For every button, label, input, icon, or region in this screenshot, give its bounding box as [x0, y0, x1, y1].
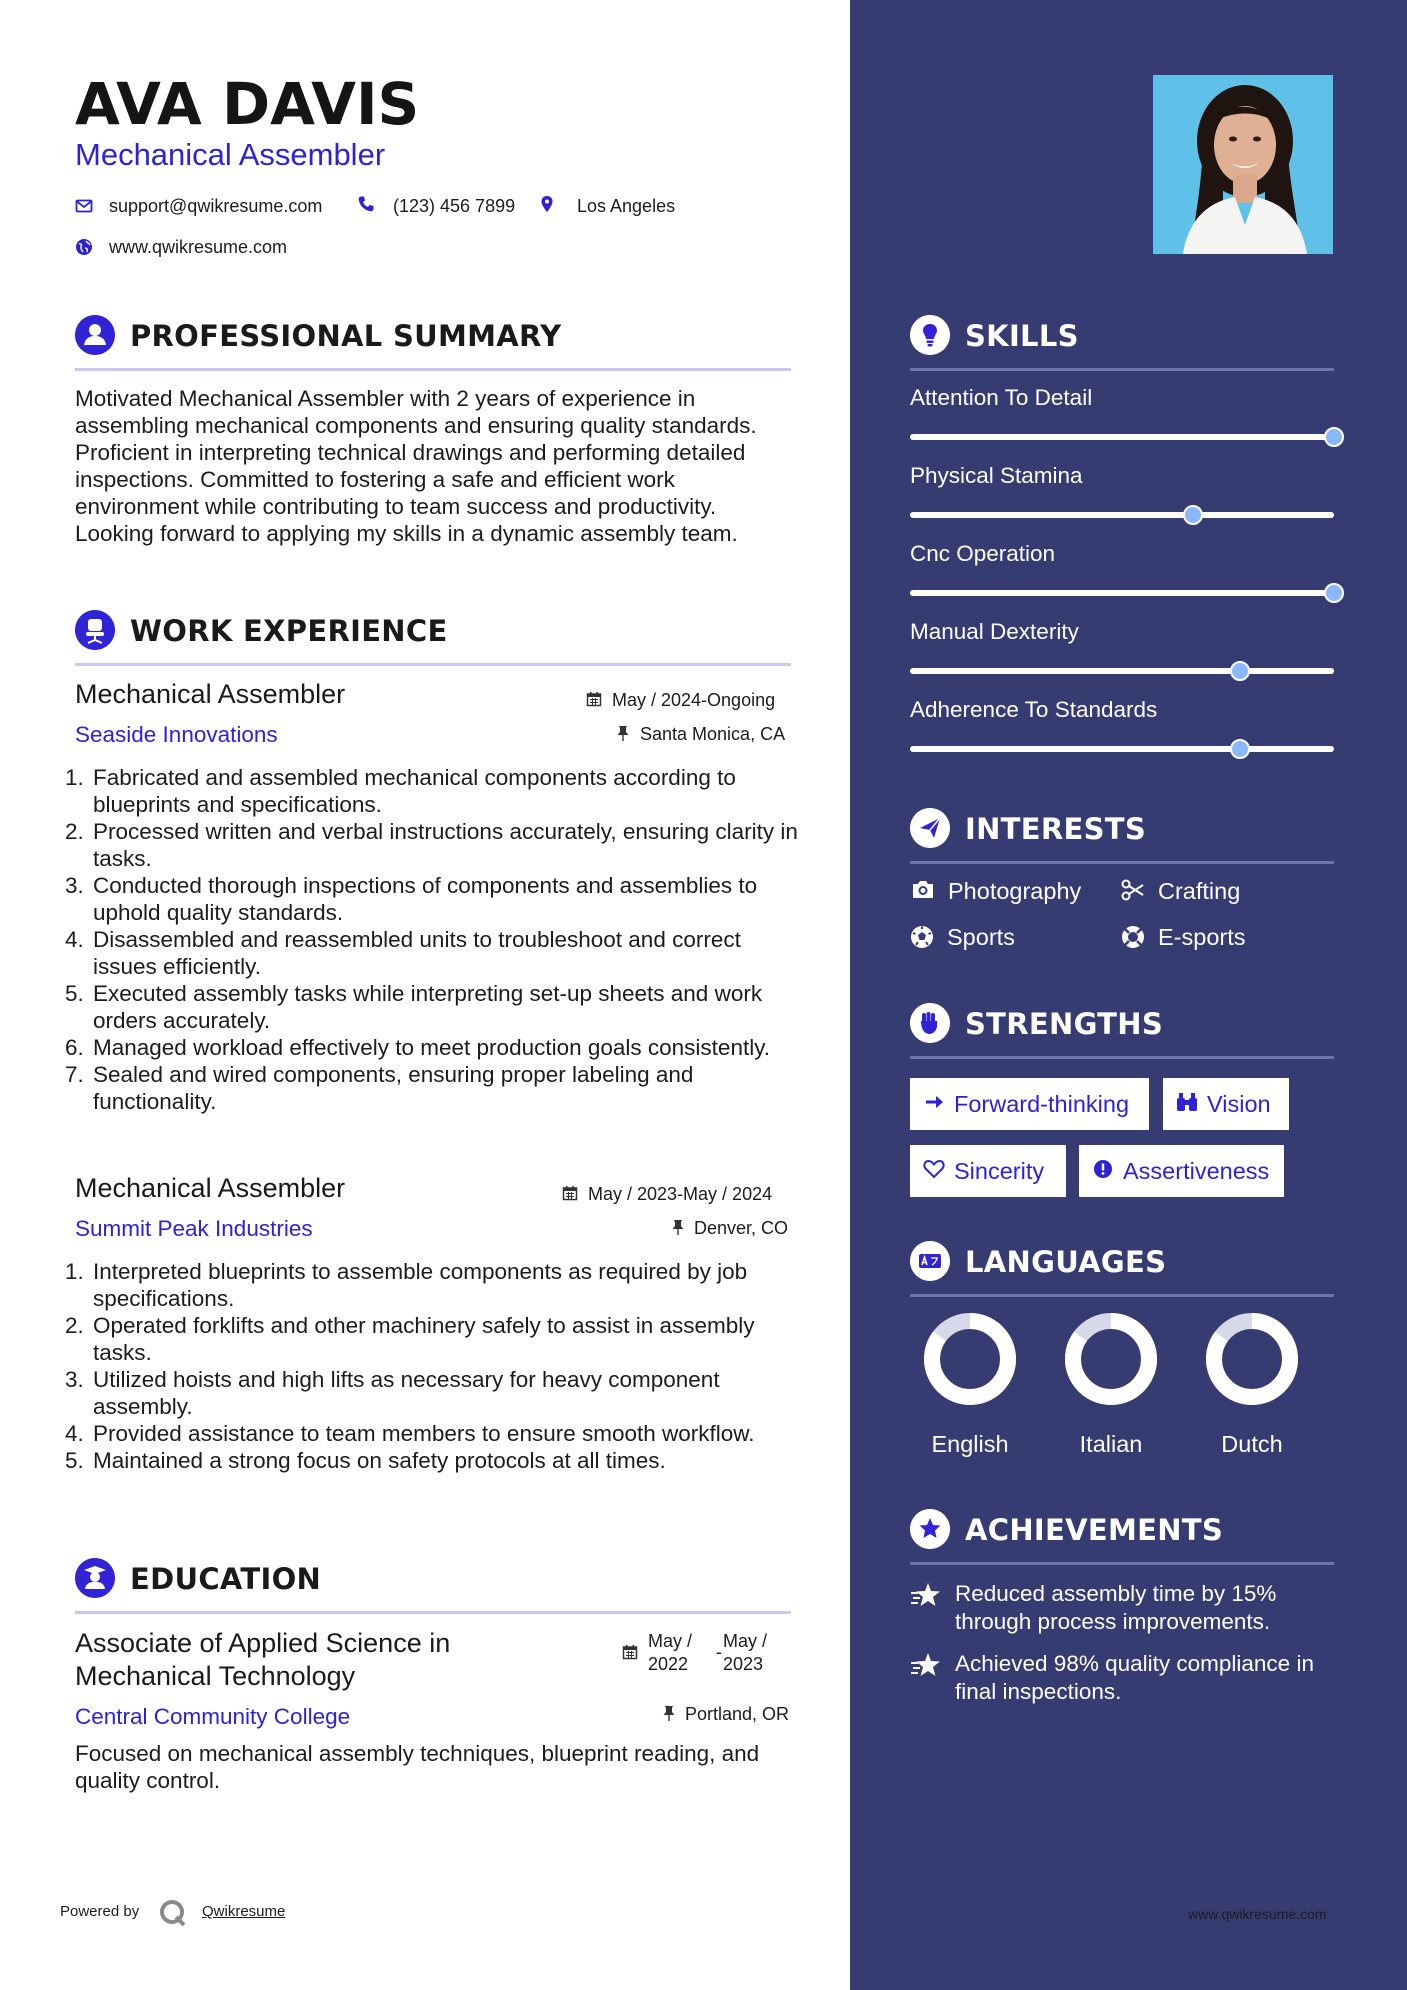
email-text[interactable]: support@qwikresume.com — [109, 196, 323, 216]
job-bullets — [65, 1258, 800, 1474]
fist-icon — [910, 1003, 950, 1043]
edu-end-date: May / 2023 — [723, 1631, 768, 1674]
star-icon — [910, 1652, 942, 1678]
achievements-heading: ACHIEVEMENTS — [965, 1513, 1224, 1547]
email-icon — [75, 197, 93, 215]
calendar-icon — [622, 1644, 638, 1660]
list-item: 3. Conducted thorough inspections of components and assemblies to uphold quality standards. — [65, 873, 758, 925]
edu-location: Portland, OR — [685, 1704, 790, 1724]
job-title: Mechanical Assembler — [75, 679, 346, 709]
achievement-item: Achieved 98% quality compliance in final inspections. — [955, 1651, 1314, 1704]
calendar-icon — [562, 1185, 578, 1201]
heart-icon — [922, 1145, 946, 1197]
interests-section-header — [910, 808, 1334, 864]
office-chair-icon — [75, 610, 115, 650]
job-bullets — [65, 764, 800, 1115]
calendar-icon — [586, 691, 602, 707]
degree-line: Associate of Applied Science in — [75, 1628, 451, 1658]
language-label: Dutch — [1221, 1431, 1283, 1457]
company-name[interactable]: Summit Peak Industries — [75, 1216, 313, 1241]
experience-section-header — [75, 610, 791, 666]
job-location: Denver, CO — [694, 1218, 789, 1238]
skill-level-knob — [1183, 505, 1203, 525]
skill-bar — [910, 512, 1334, 518]
camera-icon — [911, 878, 935, 900]
interest-item: Crafting — [1158, 878, 1241, 904]
skill-bar — [910, 590, 1334, 596]
pushpin-icon — [671, 1219, 685, 1235]
list-item: 5. Maintained a strong focus on safety protocols at all times. — [65, 1448, 666, 1473]
languages-heading: LANGUAGES — [965, 1245, 1167, 1279]
candidate-name: AVA DAVIS — [75, 70, 420, 138]
list-item: 1. Fabricated and assembled mechanical components according to blueprints and specifications. — [65, 765, 736, 817]
profile-photo — [1153, 75, 1333, 254]
interest-item: Sports — [947, 924, 1015, 950]
education-heading: EDUCATION — [130, 1562, 322, 1596]
star-icon — [910, 1582, 942, 1608]
skill-level-knob — [1324, 427, 1344, 447]
edu-start-date: May / 2022 — [648, 1631, 693, 1674]
star-badge-icon — [910, 1509, 950, 1549]
skill-bar — [910, 746, 1334, 752]
gamepad-icon — [1121, 925, 1145, 949]
soccer-ball-icon — [910, 925, 934, 949]
skill-label: Cnc Operation — [910, 541, 1056, 566]
list-item: 4. Disassembled and reassembled units to troubleshoot and correct issues efficiently. — [65, 927, 741, 979]
skill-bar — [910, 668, 1334, 674]
location-text: Los Angeles — [577, 196, 676, 216]
list-item: 5. Executed assembly tasks while interpreting set-up sheets and work orders accurately. — [65, 981, 763, 1033]
website-text[interactable]: www.qwikresume.com — [109, 237, 288, 257]
skills-heading: SKILLS — [965, 319, 1079, 353]
arrow-right-icon — [922, 1078, 946, 1130]
summary-section-header — [75, 315, 791, 371]
company-name[interactable]: Seaside Innovations — [75, 722, 278, 747]
strengths-heading: STRENGTHS — [965, 1007, 1164, 1041]
paper-plane-icon — [910, 808, 950, 848]
degree-line: Mechanical Technology — [75, 1661, 356, 1691]
summary-text: Motivated Mechanical Assembler with 2 years of experience in assembling mechanical components and ensuring quality standards. Proficient in interpreting technical drawings and performing detailed inspections. Committed to fostering a safe and efficient work environment while contributing to team success and productivity. Looking forward to applying my skills in a dynamic assembly team. — [75, 386, 757, 546]
qwikresume-link[interactable]: Qwikresume — [202, 1903, 286, 1920]
interest-item: E-sports — [1158, 924, 1246, 950]
exclamation-icon — [1091, 1145, 1115, 1197]
globe-icon — [75, 238, 93, 256]
strength-badge: Assertiveness — [1079, 1145, 1284, 1197]
pushpin-icon — [662, 1705, 676, 1721]
powered-by-text: Powered by — [60, 1903, 140, 1920]
skill-level-knob — [1230, 661, 1250, 681]
edu-description: Focused on mechanical assembly techniques, blueprint reading, and quality control. — [75, 1741, 760, 1793]
user-icon — [75, 315, 115, 355]
skill-label: Attention To Detail — [910, 385, 1093, 410]
school-name[interactable]: Central Community College — [75, 1704, 351, 1729]
language-label: English — [931, 1431, 1009, 1457]
map-marker-icon — [538, 195, 556, 213]
skills-section-header — [910, 315, 1334, 371]
achievements-section-header — [910, 1509, 1334, 1565]
skill-label: Adherence To Standards — [910, 697, 1158, 722]
language-icon — [910, 1241, 950, 1281]
experience-heading: WORK EXPERIENCE — [130, 614, 448, 648]
lightbulb-icon — [910, 315, 950, 355]
list-item: 3. Utilized hoists and high lifts as necessary for heavy component assembly. — [65, 1367, 720, 1419]
candidate-title: Mechanical Assembler — [75, 137, 386, 172]
graduate-icon — [75, 1558, 115, 1598]
job-location: Santa Monica, CA — [640, 724, 786, 744]
footer-website[interactable]: www.qwikresume.com — [1188, 1906, 1327, 1922]
strength-badge: Forward-thinking — [910, 1078, 1149, 1130]
list-item: 1. Interpreted blueprints to assemble components as required by job specifications. — [65, 1259, 748, 1311]
list-item: 2. Operated forklifts and other machinery safely to assist in assembly tasks. — [65, 1313, 755, 1365]
skill-level-knob — [1324, 583, 1344, 603]
skill-level-knob — [1230, 739, 1250, 759]
job-dates: May / 2024-Ongoing — [612, 690, 776, 710]
job-title: Mechanical Assembler — [75, 1173, 346, 1203]
list-item: 4. Provided assistance to team members to ensure smooth workflow. — [65, 1421, 755, 1446]
skill-bar — [910, 434, 1334, 440]
phone-text[interactable]: (123) 456 7899 — [393, 196, 516, 216]
strength-badge: Sincerity — [910, 1145, 1066, 1197]
language-label: Italian — [1079, 1431, 1143, 1457]
degree-title — [75, 1627, 450, 1693]
strength-badge: Vision — [1163, 1078, 1289, 1130]
list-item: 2. Processed written and verbal instructions accurately, ensuring clarity in tasks. — [65, 819, 798, 871]
language-rings — [900, 1305, 1340, 1415]
date-separator: - — [716, 1642, 722, 1662]
interest-item: Photography — [948, 878, 1082, 904]
list-item: 6. Managed workload effectively to meet production goals consistently. — [65, 1035, 771, 1060]
skill-label: Manual Dexterity — [910, 619, 1079, 644]
achievement-item: Reduced assembly time by 15% through process improvements. — [955, 1581, 1277, 1634]
binoculars-icon — [1175, 1078, 1199, 1130]
pushpin-icon — [616, 725, 630, 741]
summary-heading: PROFESSIONAL SUMMARY — [130, 319, 562, 353]
interests-heading: INTERESTS — [965, 812, 1147, 846]
languages-section-header — [910, 1241, 1334, 1297]
job-dates: May / 2023-May / 2024 — [588, 1184, 773, 1204]
education-section-header — [75, 1558, 791, 1614]
skill-label: Physical Stamina — [910, 463, 1083, 488]
phone-icon — [357, 195, 375, 213]
strengths-section-header — [910, 1003, 1334, 1059]
qwikresume-logo — [158, 1899, 188, 1927]
scissors-icon — [1121, 879, 1145, 901]
list-item: 7. Sealed and wired components, ensuring proper labeling and functionality. — [65, 1062, 694, 1114]
